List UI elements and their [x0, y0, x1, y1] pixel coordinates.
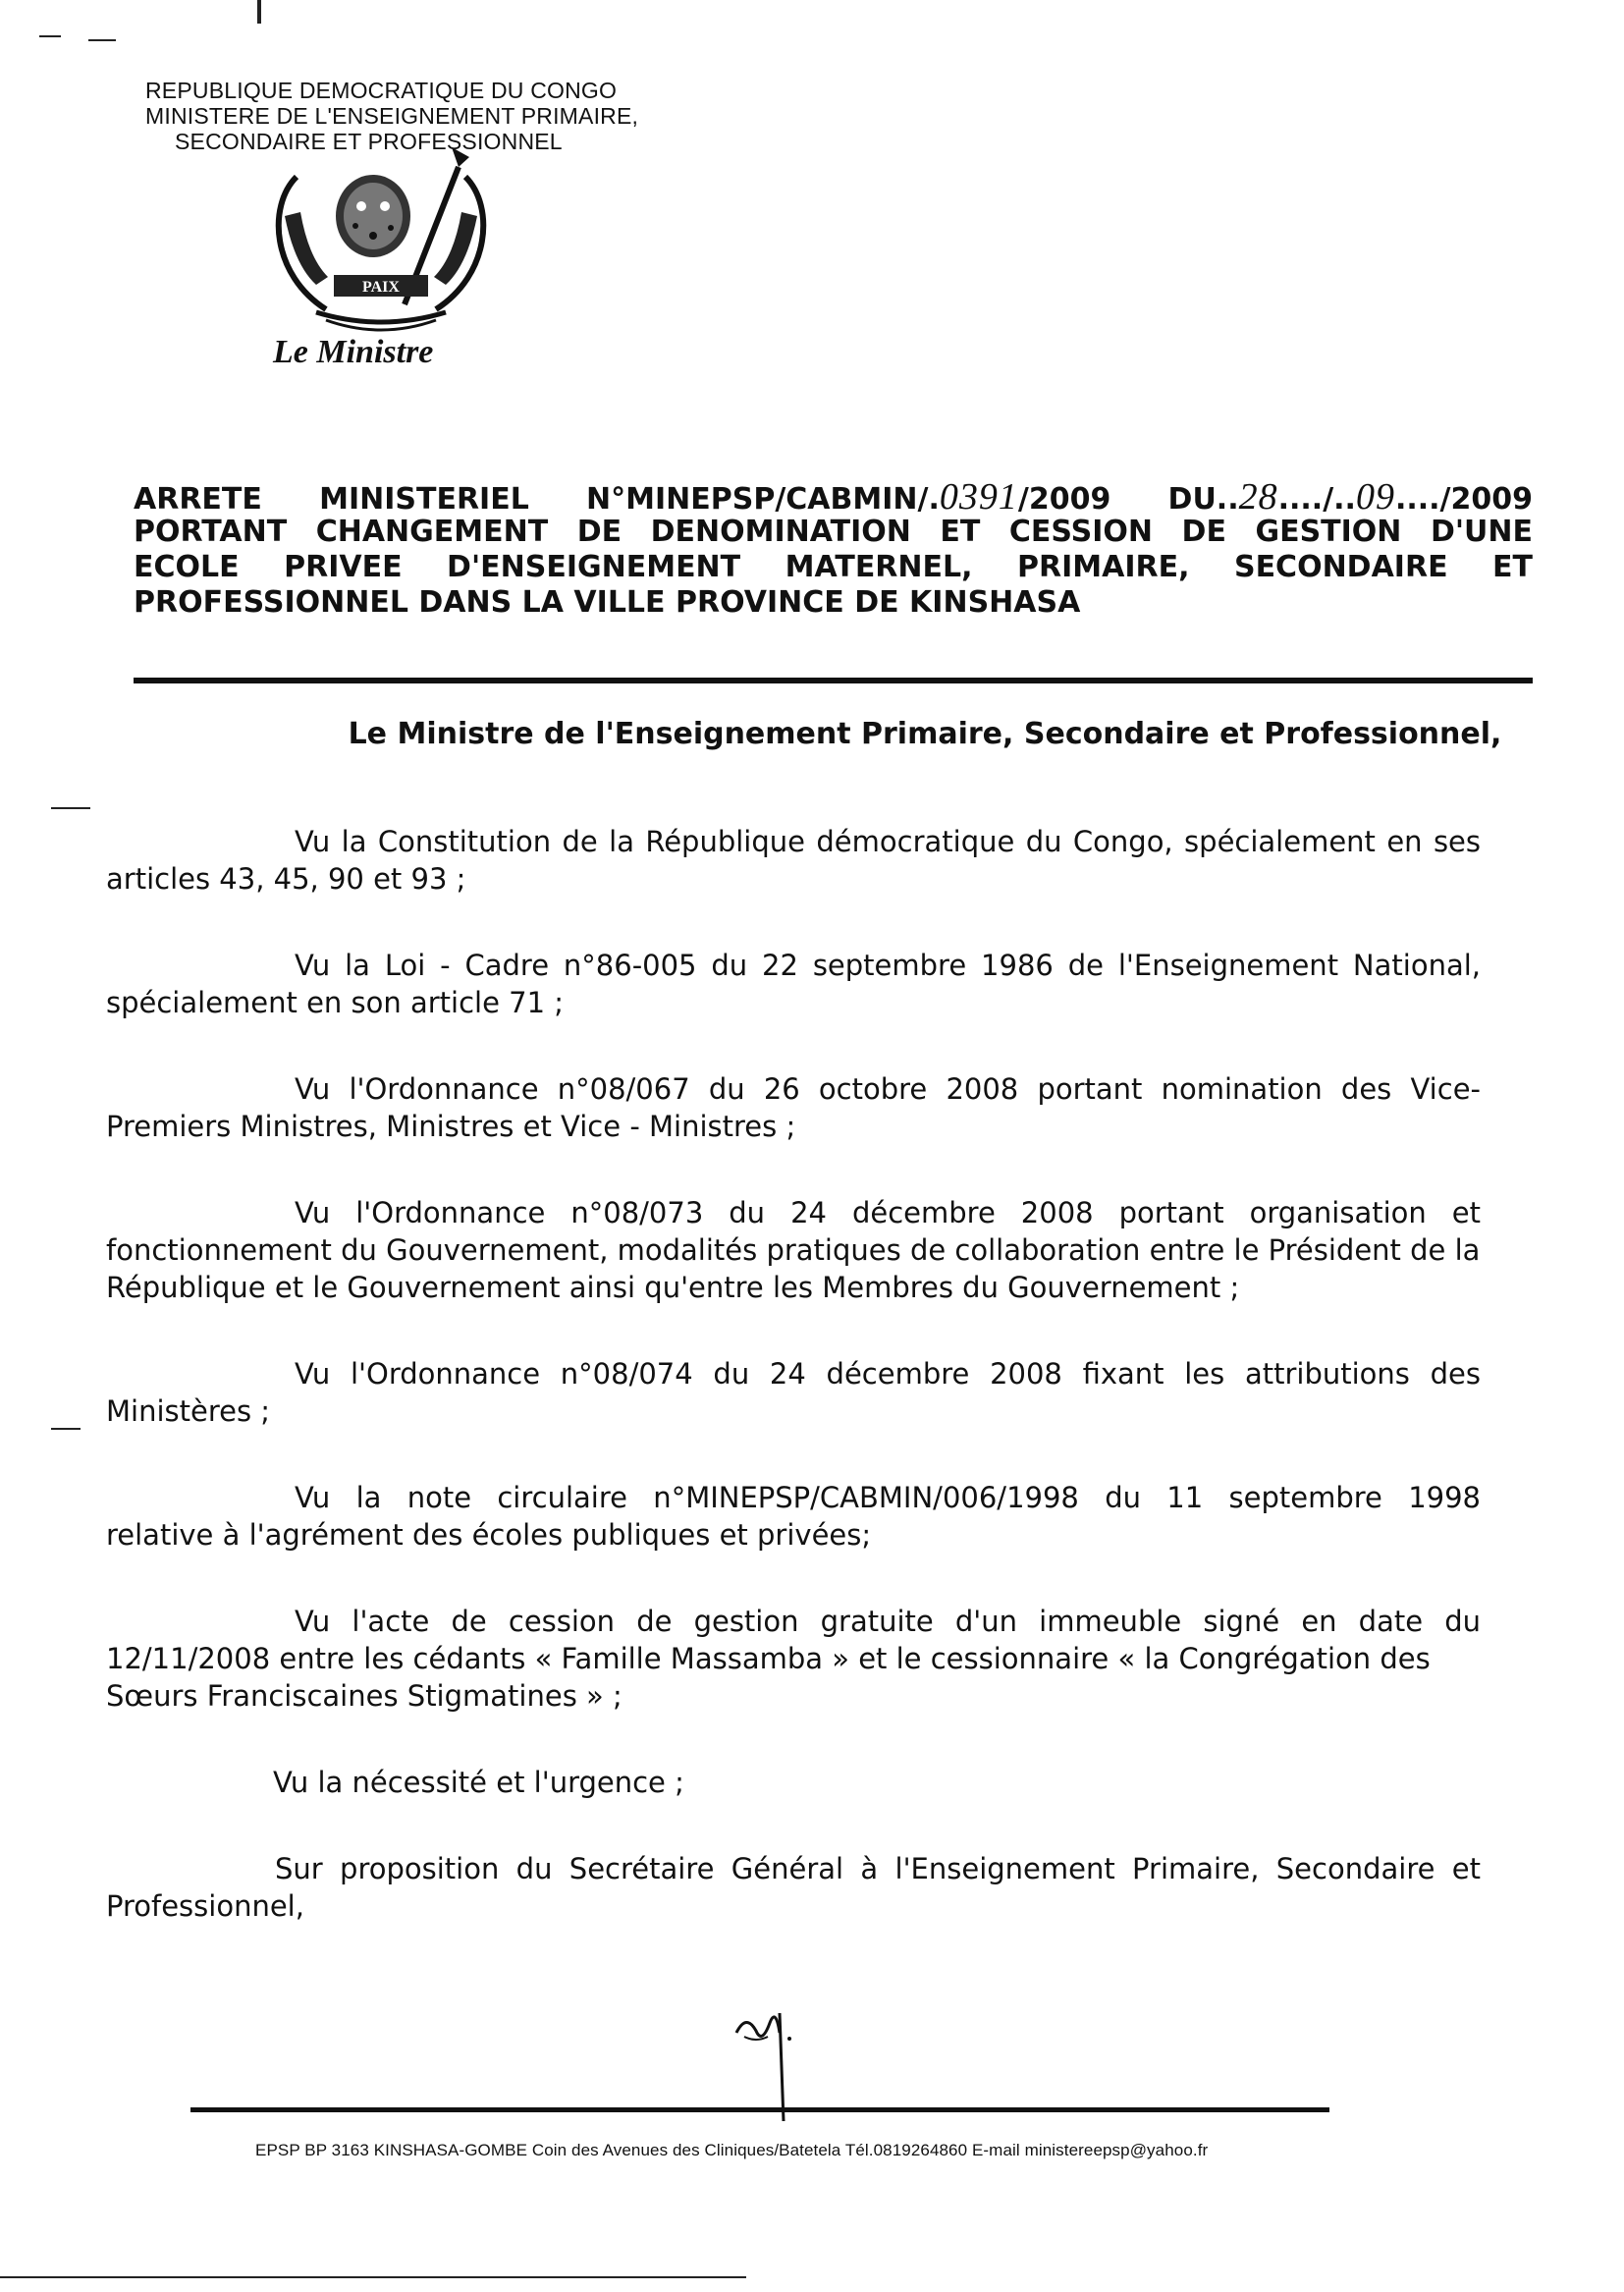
handwritten-month: 09: [1355, 476, 1395, 518]
arrete-subject-line-3: PROFESSIONNEL DANS LA VILLE PROVINCE DE KINSHASA: [134, 585, 1081, 620]
preamble-paragraph: Vu la nécessité et l'urgence ;: [273, 1766, 684, 1799]
coat-of-arms-emblem: [257, 147, 505, 344]
handwritten-day: 28: [1238, 476, 1278, 518]
emblem-motto: PAIX: [362, 279, 400, 296]
header-ministry-cont: SECONDAIRE ET PROFESSIONNEL: [175, 129, 563, 154]
minister-title: Le Ministre de l'Enseignement Primaire, Secondaire et Professionnel,: [348, 717, 1502, 751]
preamble-paragraph: Vu l'Ordonnance n°08/073 du 24 décembre 2008 portant organisation et fonctionnement du Gouvernement, modalités pratiques de collaboration entre le Président de la République et le Gouvernement ainsi qu'entre les Membres du Gouvernement ;: [106, 1196, 1481, 1304]
preamble-paragraph: Vu l'Ordonnance n°08/067 du 26 octobre 2008 portant nomination des Vice- Premiers Ministres, Ministres et Vice - Ministres ;: [106, 1072, 1481, 1143]
preamble-paragraph: Vu la Constitution de la République démocratique du Congo, spécialement en ses articles 43, 45, 90 et 93 ;: [106, 825, 1481, 896]
arrete-subject-line-1: PORTANT CHANGEMENT DE DENOMINATION ET CESSION DE GESTION D'UNE: [134, 515, 1533, 549]
arrete-number-line: ARRETE MINISTERIEL N°MINEPSP/CABMIN/.0391/2009 DU..28..../..09..../2009: [134, 476, 1533, 518]
scan-mark: [51, 807, 90, 809]
preamble-paragraph: Sur proposition du Secrétaire Général à l'Enseignement Primaire, Secondaire et Professionnel,: [106, 1852, 1481, 1923]
title-divider: [134, 678, 1533, 683]
scan-mark: [51, 1428, 81, 1430]
footer-divider: [190, 2107, 1329, 2112]
footer-address: EPSP BP 3163 KINSHASA-GOMBE Coin des Avenues des Cliniques/Batetela Tél.0819264860 E-mail ministereepsp@yahoo.fr: [255, 2141, 1209, 2159]
header-country: REPUBLIQUE DEMOCRATIQUE DU CONGO: [145, 78, 618, 103]
scan-mark: [88, 39, 116, 41]
preamble-paragraph: Vu la note circulaire n°MINEPSP/CABMIN/006/1998 du 11 septembre 1998 relative à l'agrément des écoles publiques et privées;: [106, 1481, 1481, 1552]
arrete-subject-line-2: ECOLE PRIVEE D'ENSEIGNEMENT MATERNEL, PRIMAIRE, SECONDAIRE ET: [134, 550, 1533, 584]
header-ministry: MINISTERE DE L'ENSEIGNEMENT PRIMAIRE,: [145, 103, 639, 129]
scan-mark: [257, 0, 261, 24]
scan-mark: [0, 2276, 746, 2278]
minister-label: Le Ministre: [273, 334, 434, 370]
preamble-paragraph: Vu la Loi - Cadre n°86-005 du 22 septembre 1986 de l'Enseignement National, spécialement en son article 71 ;: [106, 949, 1481, 1019]
leopard-head-icon: [336, 175, 410, 257]
handwritten-number: 0391: [939, 476, 1018, 518]
preamble: [106, 823, 1481, 1925]
preamble-paragraph: Vu l'Ordonnance n°08/074 du 24 décembre 2008 fixant les attributions des Ministères ;: [106, 1357, 1481, 1428]
scan-mark: [39, 35, 61, 37]
preamble-paragraph: Vu l'acte de cession de gestion gratuite d'un immeuble signé en date du 12/11/2008 entre les cédants « Famille Massamba » et le cessionnaire « la Congrégation des Sœurs Franciscaines Stigmatines » ;: [106, 1605, 1481, 1713]
arrete-title: [134, 476, 1533, 621]
